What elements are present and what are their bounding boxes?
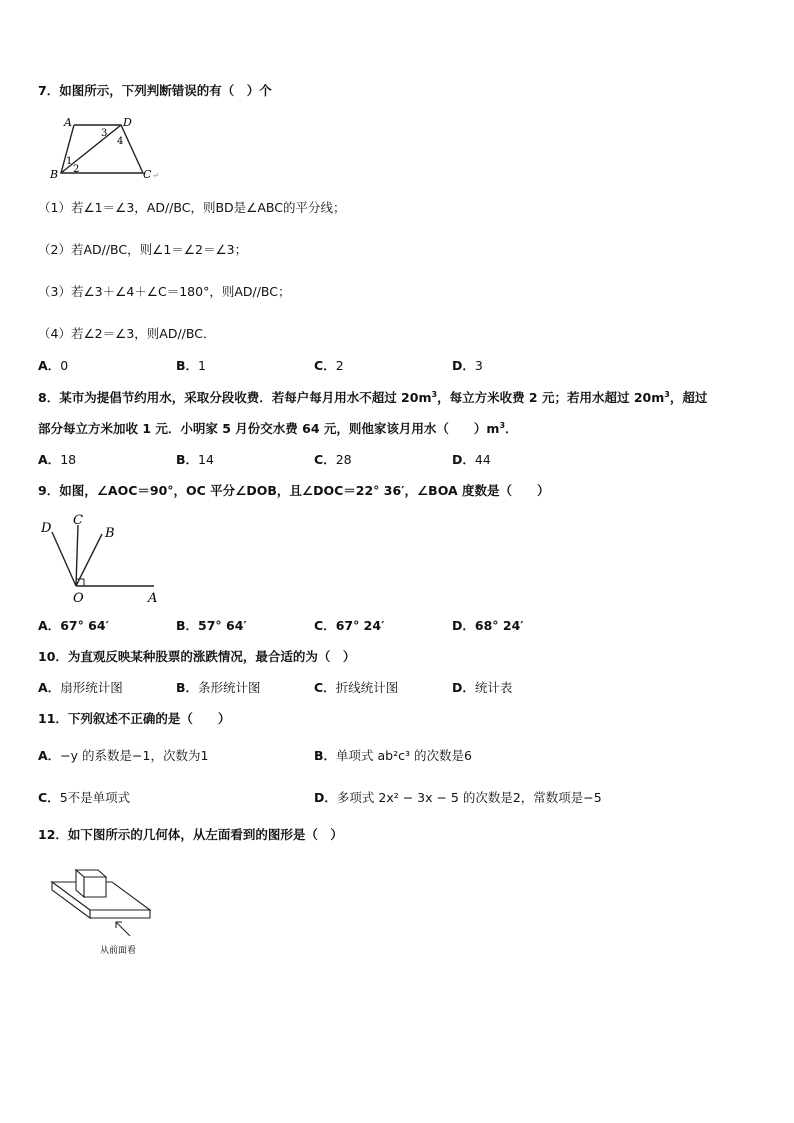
q9-label-O: O — [73, 591, 84, 606]
q12-stem: 12．如下图所示的几何体，从左面看到的图形是（ ） — [38, 827, 343, 842]
q11-option-b: B．单项式 ab²c³ 的次数是6 — [314, 748, 472, 763]
q7-return-mark: ↵ — [152, 171, 159, 180]
q7-label-C: C — [143, 168, 152, 181]
q12-solid-figure — [46, 860, 158, 960]
q9-label-A: A — [148, 591, 158, 606]
q12-figure-caption: 从前面看 — [99, 946, 137, 956]
q9-option-b: B．57° 64′ — [176, 618, 247, 633]
q9-label-C: C — [73, 513, 83, 528]
q8-stem-line1: 8．某市为提倡节约用水，采取分段收费．若每户每月用水不超过 $20m^3$，每立方米收费 2 元；若用水超过 $20m^3$，超过 — [38, 389, 708, 405]
q8-option-c: C．28 — [314, 452, 352, 467]
q9-stem: 9．如图，∠AOC＝90°，OC 平分∠DOB，且∠DOC＝22° 36′，∠BOA 度数是（ ） — [38, 483, 550, 498]
q9-label-D: D — [41, 521, 52, 536]
q9-label-B: B — [105, 526, 115, 541]
q7-stem: 7．如图所示，下列判断错误的有（ ）个 — [38, 83, 272, 98]
q7-option-c: C．2 — [314, 358, 344, 373]
q9-option-c: C．67° 24′ — [314, 618, 385, 633]
q7-angle-4: 4 — [117, 136, 124, 147]
q7-angle-1: 1 — [66, 156, 73, 167]
q10-stem: 10．为直观反映某种股票的涨跌情况，最合适的为（ ） — [38, 649, 356, 664]
q7-option-a: A．0 — [38, 358, 69, 373]
q7-statement-1: （1）若∠1＝∠3，AD//BC，则BD是∠ABC的平分线； — [38, 200, 346, 215]
q7-option-b: B．1 — [176, 358, 206, 373]
q7-label-B: B — [50, 168, 59, 181]
q7-trapezoid-figure — [44, 112, 174, 184]
q8-stem-line2: 部分每立方米加收 1 元．小明家 5 月份交水费 64 元，则他家该月用水（ ）$m^3$． — [38, 420, 518, 436]
q11-option-a: A．−y 的系数是−1，次数为1 — [38, 748, 209, 763]
q7-label-A: A — [64, 116, 72, 129]
q7-label-D: D — [123, 116, 132, 129]
q10-option-b: B．条形统计图 — [176, 680, 261, 695]
q7-angle-3: 3 — [101, 128, 108, 139]
q7-statement-3: （3）若∠3＋∠4＋∠C＝180°，则AD//BC； — [38, 284, 291, 299]
q11-option-d: D．多项式 2x² − 3x − 5 的次数是2，常数项是−5 — [314, 790, 602, 805]
q7-statement-4: （4）若∠2＝∠3，则AD//BC． — [38, 326, 216, 341]
q7-angle-2: 2 — [73, 164, 80, 175]
q7-option-d: D．3 — [452, 358, 483, 373]
q10-option-a: A．扇形统计图 — [38, 680, 123, 695]
q10-option-d: D．统计表 — [452, 680, 513, 695]
q10-option-c: C．折线统计图 — [314, 680, 399, 695]
q9-option-a: A．67° 64′ — [38, 618, 109, 633]
q8-option-a: A．18 — [38, 452, 77, 467]
q11-option-c: C．5不是单项式 — [38, 790, 131, 805]
q9-option-d: D．68° 24′ — [452, 618, 524, 633]
q7-statement-2: （2）若AD//BC，则∠1＝∠2＝∠3； — [38, 242, 248, 257]
q11-stem: 11．下列叙述不正确的是（ ） — [38, 711, 231, 726]
q9-angle-figure — [36, 510, 166, 606]
q8-option-b: B．14 — [176, 452, 214, 467]
q8-option-d: D．44 — [452, 452, 491, 467]
